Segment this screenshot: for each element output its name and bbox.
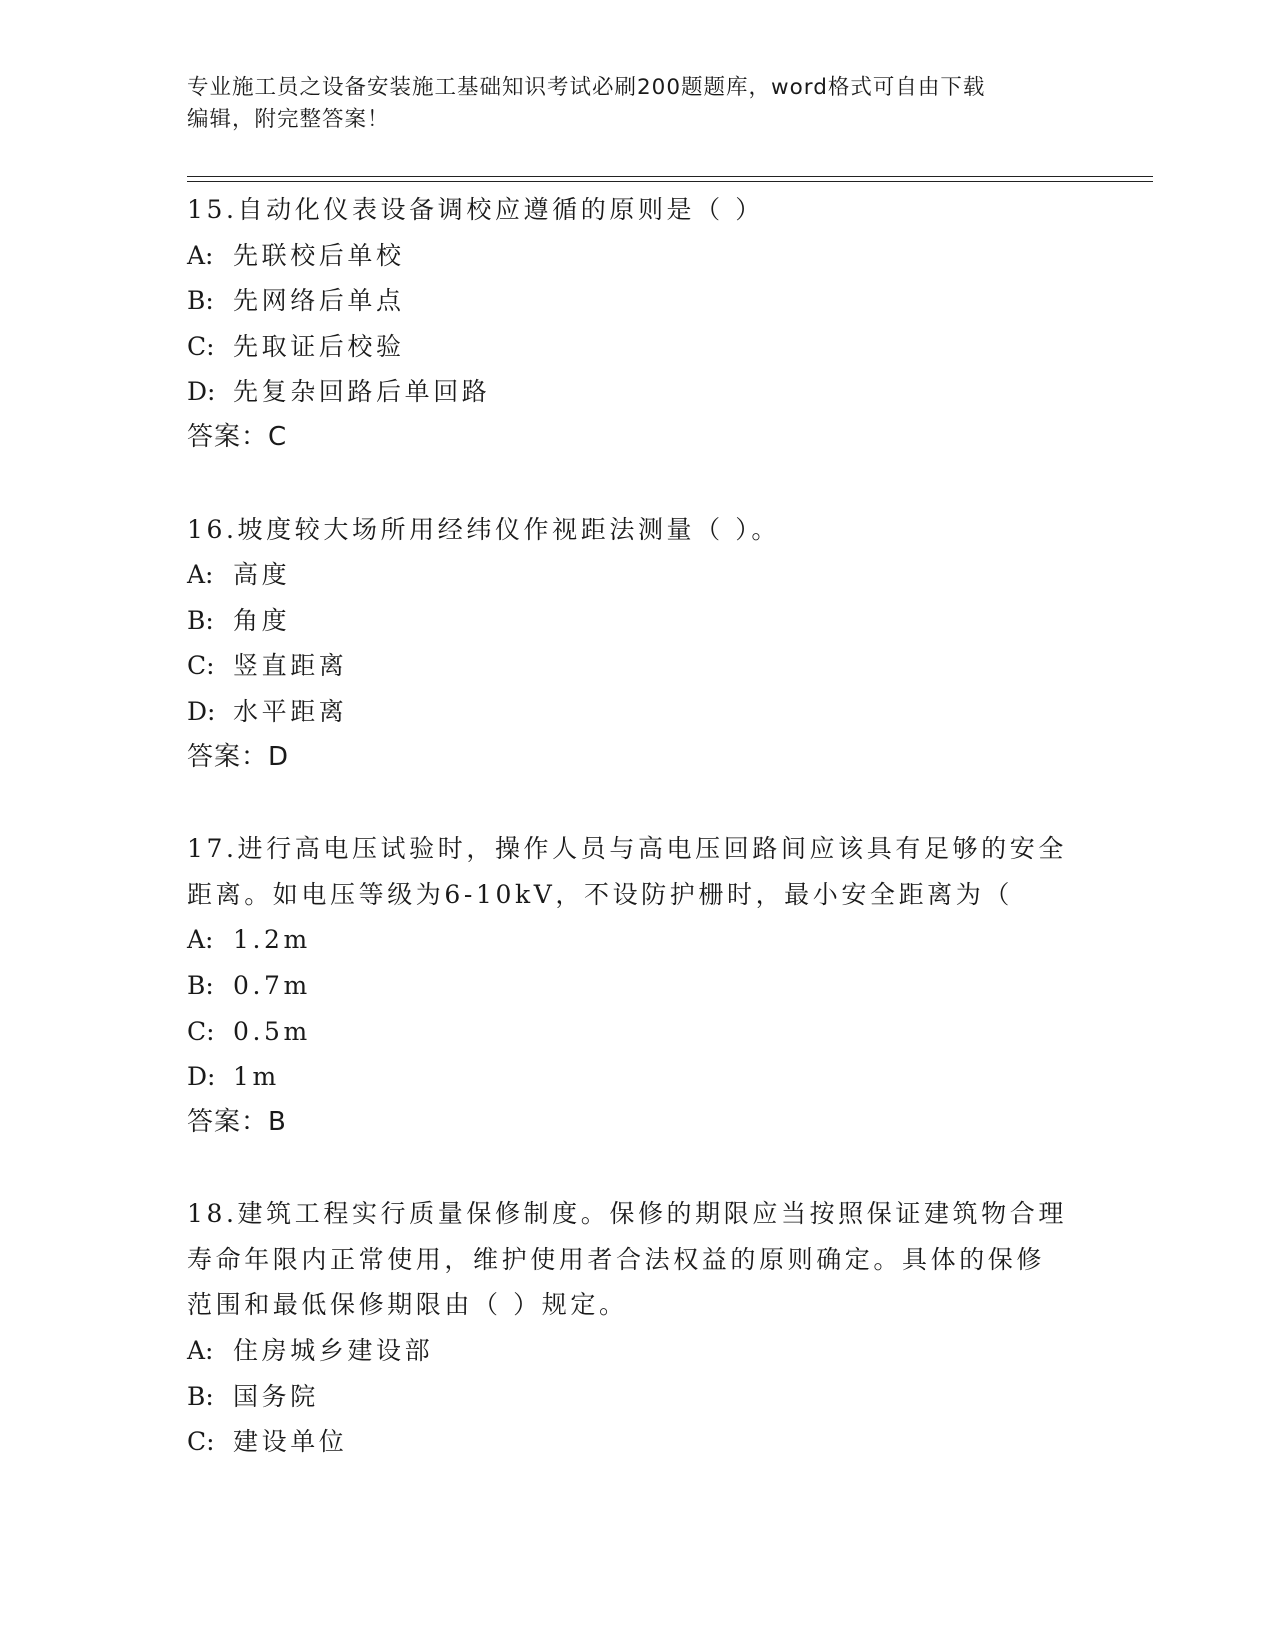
question-stem-line-2: 距离。如电压等级为6-10kV，不设防护栅时，最小安全距离为（	[187, 879, 1013, 909]
option-letter: A:	[187, 1336, 214, 1366]
option-letter: A:	[187, 925, 214, 955]
question-15	[187, 187, 1087, 461]
option-text: 竖直距离	[233, 651, 348, 681]
option-a	[187, 1328, 1087, 1374]
header-line-1: 专业施工员之设备安装施工基础知识考试必刷200题题库，word格式可自由下载	[187, 75, 986, 100]
option-a	[187, 552, 1087, 598]
option-b	[187, 963, 1087, 1009]
option-c	[187, 324, 1087, 370]
question-stem-line-1: 18.建筑工程实行质量保修制度。保修的期限应当按照保证建筑物合理	[187, 1199, 1067, 1229]
option-b	[187, 1374, 1087, 1420]
option-c	[187, 1419, 1087, 1465]
option-text: 国务院	[233, 1381, 319, 1411]
option-letter: B:	[187, 970, 214, 1000]
option-letter: C:	[187, 1427, 215, 1457]
option-b	[187, 598, 1087, 644]
header-rule-bottom	[187, 181, 1153, 182]
option-text: 水平距离	[233, 696, 348, 726]
question-stem-line-2: 寿命年限内正常使用，维护使用者合法权益的原则确定。具体的保修	[187, 1244, 1046, 1274]
option-text: 0.7m	[233, 970, 311, 1000]
option-text: 建设单位	[233, 1427, 348, 1457]
option-d	[187, 369, 1087, 415]
question-stem: 15.自动化仪表设备调校应遵循的原则是（ ）	[187, 195, 764, 224]
question-18	[187, 1191, 1087, 1465]
option-d	[187, 1054, 1087, 1100]
option-letter: C:	[187, 1016, 215, 1046]
option-c	[187, 643, 1087, 689]
option-a	[187, 233, 1087, 279]
option-letter: A:	[187, 240, 214, 270]
option-text: 角度	[233, 605, 291, 635]
option-letter: B:	[187, 605, 214, 635]
question-list	[187, 187, 1087, 1465]
option-text: 先网络后单点	[233, 286, 405, 316]
option-text: 0.5m	[233, 1016, 311, 1046]
question-stem: 16.坡度较大场所用经纬仪作视距法测量（ ）。	[187, 514, 781, 544]
option-letter: D:	[187, 1062, 216, 1092]
question-stem-line-3: 范围和最低保修期限由（ ）规定。	[187, 1290, 628, 1320]
option-text: 先复杂回路后单回路	[233, 377, 491, 407]
answer-line: 答案：D	[187, 741, 290, 772]
question-17	[187, 826, 1087, 1145]
header-line-2: 编辑，附完整答案！	[187, 107, 390, 132]
answer-line: 答案：B	[187, 1106, 287, 1137]
option-text: 住房城乡建设部	[233, 1336, 434, 1366]
option-letter: D:	[187, 696, 216, 726]
option-text: 先取证后校验	[233, 331, 405, 361]
option-text: 1m	[233, 1062, 280, 1092]
option-letter: C:	[187, 651, 215, 681]
question-16	[187, 507, 1087, 781]
option-letter: B:	[187, 286, 214, 316]
header-rule-top	[187, 176, 1153, 177]
option-text: 先联校后单校	[233, 240, 405, 270]
question-stem-line-1: 17.进行高电压试验时，操作人员与高电压回路间应该具有足够的安全	[187, 834, 1067, 864]
answer-line: 答案：C	[187, 421, 288, 452]
option-letter: D:	[187, 377, 216, 407]
option-b	[187, 278, 1087, 324]
option-text: 1.2m	[233, 925, 311, 955]
option-d	[187, 689, 1087, 735]
option-c	[187, 1009, 1087, 1055]
option-letter: A:	[187, 560, 214, 590]
option-letter: C:	[187, 331, 215, 361]
document-header	[187, 72, 1087, 136]
option-letter: B:	[187, 1381, 214, 1411]
option-a	[187, 917, 1087, 963]
option-text: 高度	[233, 560, 291, 590]
